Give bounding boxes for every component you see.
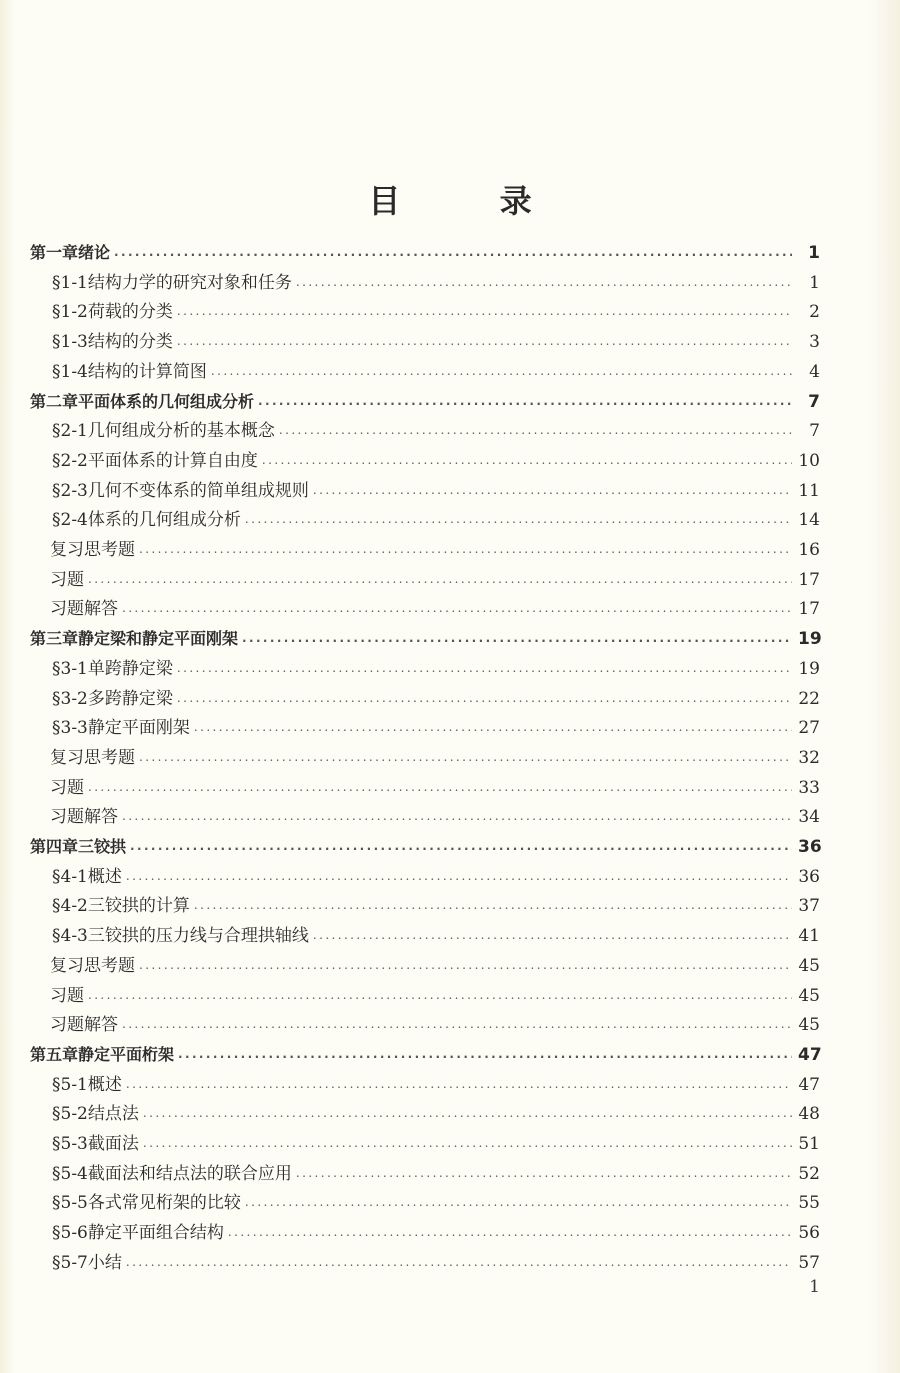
dot-leader	[139, 742, 792, 772]
toc-page-number: 27	[798, 718, 820, 739]
toc-entry-chapter[interactable]	[30, 624, 820, 654]
dot-leader	[122, 801, 792, 831]
dot-leader	[178, 1039, 792, 1069]
toc-page-number: 2	[809, 302, 820, 323]
toc-page-number: 19	[798, 658, 820, 679]
dot-leader	[245, 1187, 792, 1217]
toc-entry-extra[interactable]	[50, 594, 820, 624]
dot-leader	[122, 1009, 792, 1039]
toc-entry-section[interactable]	[52, 1129, 820, 1159]
dot-leader	[177, 683, 792, 713]
section-number: §5-1	[52, 1074, 88, 1095]
toc-entry-section[interactable]	[52, 357, 820, 387]
chapter-number: 第二章	[30, 391, 79, 411]
toc-entry-title: 平面体系的几何组成分析	[78, 391, 255, 411]
toc-page-number: 11	[798, 480, 820, 501]
section-number: §1-1	[52, 272, 88, 293]
toc-page-number: 45	[798, 985, 820, 1006]
dot-leader	[126, 1069, 792, 1099]
toc-entry-section[interactable]	[52, 297, 820, 327]
toc-entry-extra[interactable]	[50, 802, 820, 832]
toc-page-number: 36	[798, 837, 822, 857]
toc-entry-title: 绪论	[78, 243, 111, 262]
section-number: §5-6	[52, 1223, 88, 1244]
dot-leader	[143, 1098, 792, 1128]
dot-leader	[177, 653, 792, 683]
dot-leader	[126, 1247, 792, 1277]
toc-page-number: 17	[798, 599, 820, 620]
toc-entry-section[interactable]	[52, 713, 820, 743]
section-number: §2-2	[52, 450, 88, 471]
toc-entry-section[interactable]	[52, 1099, 820, 1129]
toc-entry-title: 习题解答	[50, 807, 118, 828]
dot-leader	[114, 237, 792, 267]
toc-page-number: 47	[798, 1044, 822, 1065]
section-number: §4-3	[52, 926, 88, 947]
section-number: §3-3	[52, 718, 88, 739]
toc-entry-title: 各式常见桁架的比较	[87, 1193, 241, 1214]
dot-leader	[296, 1158, 792, 1188]
section-number: §3-1	[52, 658, 88, 679]
toc-page-number: 55	[798, 1193, 820, 1214]
toc-page-number: 34	[798, 807, 820, 828]
dot-leader	[122, 593, 792, 623]
toc-entry-title: 静定平面刚架	[87, 718, 190, 739]
dot-leader	[143, 1128, 792, 1158]
toc-entry-extra[interactable]	[50, 565, 820, 595]
toc-entry-section[interactable]	[52, 505, 820, 535]
toc-page-number: 37	[798, 896, 820, 917]
toc-page-number: 36	[798, 866, 820, 887]
toc-entry-section[interactable]	[52, 684, 820, 714]
section-number: §2-3	[52, 480, 88, 501]
toc-entry-section[interactable]	[52, 476, 820, 506]
toc-entry-extra[interactable]	[50, 743, 820, 773]
toc-entry-section[interactable]	[52, 654, 820, 684]
dot-leader	[211, 356, 792, 386]
toc-entry-title: 多跨静定梁	[87, 688, 173, 709]
toc-entry-title: 结构力学的研究对象和任务	[87, 272, 292, 293]
toc-page-number: 48	[798, 1104, 820, 1125]
dot-leader	[279, 415, 792, 445]
toc-page-number: 57	[798, 1252, 820, 1273]
toc-page-number: 1	[808, 243, 820, 263]
dot-leader	[194, 712, 792, 742]
toc-entry-title: 三铰拱	[78, 837, 127, 856]
dot-leader	[194, 890, 792, 920]
section-number: §1-4	[52, 361, 88, 382]
toc-entry-title: 概述	[87, 866, 122, 887]
toc-page-number: 45	[798, 955, 820, 976]
toc-entry-title: 截面法	[87, 1134, 139, 1154]
dot-leader	[296, 267, 792, 297]
section-number: §1-2	[52, 302, 88, 323]
toc-page-number: 16	[798, 540, 820, 560]
chapter-number: 第一章	[30, 243, 79, 262]
toc-entry-title: 体系的几何组成分析	[87, 510, 241, 531]
toc-entry-chapter[interactable]	[30, 238, 820, 268]
toc-entry-title: 单跨静定梁	[87, 658, 173, 679]
toc-entry-title: 习题	[50, 569, 84, 590]
toc-entry-title: 结点法	[87, 1104, 139, 1125]
toc-entry-title: 复习思考题	[50, 955, 135, 976]
toc-page-number: 32	[798, 747, 820, 768]
dot-leader	[313, 920, 792, 950]
toc-entry-title: 概述	[87, 1074, 122, 1095]
section-number: §5-5	[52, 1193, 88, 1214]
toc-entry-title: 截面法和结点法的联合应用	[87, 1163, 292, 1184]
dot-leader	[88, 772, 792, 802]
toc-entry-section[interactable]	[52, 1070, 820, 1100]
toc-entry-title: 结构的分类	[87, 332, 173, 353]
chapter-number: 第四章	[30, 837, 79, 856]
toc-entry-section[interactable]	[52, 862, 820, 892]
toc-page-number: 33	[798, 777, 820, 798]
toc-entry-section[interactable]	[52, 891, 820, 921]
page-title: 目 录	[368, 182, 576, 220]
toc-entry-title: 习题解答	[50, 599, 118, 620]
section-number: §4-1	[52, 866, 88, 887]
toc-entry-title: 复习思考题	[50, 747, 135, 768]
toc-entry-section[interactable]	[52, 446, 820, 476]
chapter-number: 第三章	[30, 629, 79, 649]
toc-entry-section[interactable]	[52, 1159, 820, 1189]
toc-entry-title: 习题解答	[50, 1015, 118, 1036]
toc-entry-section[interactable]	[52, 921, 820, 951]
toc-page-number: 19	[798, 629, 822, 650]
dot-leader	[130, 831, 792, 861]
section-number: §5-3	[52, 1134, 88, 1154]
toc-page-number: 41	[798, 926, 820, 947]
section-number: §5-2	[52, 1104, 88, 1125]
section-number: §4-2	[52, 896, 88, 917]
toc-entry-section[interactable]	[52, 416, 820, 446]
section-number: §3-2	[52, 688, 88, 709]
toc-entry-title: 习题	[50, 985, 84, 1006]
toc-entry-title: 静定梁和静定平面刚架	[78, 629, 239, 649]
dot-leader	[126, 861, 792, 891]
toc-entry-title: 三铰拱的压力线与合理拱轴线	[87, 926, 309, 947]
toc-page-number: 22	[798, 688, 820, 709]
toc-entry-section[interactable]	[52, 327, 820, 357]
dot-leader	[177, 296, 792, 326]
toc-entry-title: 习题	[50, 777, 84, 798]
dot-leader	[228, 1217, 792, 1247]
toc-page-number: 10	[798, 450, 820, 471]
toc-entry-chapter[interactable]	[30, 387, 820, 417]
toc-page-number: 52	[798, 1163, 820, 1184]
toc-entry-title: 三铰拱的计算	[87, 896, 190, 917]
toc-entry-extra[interactable]	[50, 535, 820, 565]
section-number: §5-4	[52, 1163, 88, 1184]
toc-entry-title: 小结	[87, 1252, 122, 1273]
toc-entry-section[interactable]	[52, 1188, 820, 1218]
toc-entry-section[interactable]	[52, 1248, 820, 1278]
toc-entry-title: 几何组成分析的基本概念	[87, 421, 275, 442]
toc-page-number: 45	[798, 1015, 820, 1036]
toc-page-number: 47	[798, 1074, 820, 1095]
toc-page-number: 56	[798, 1223, 820, 1244]
dot-leader	[88, 564, 792, 594]
toc-page-number: 4	[809, 361, 820, 382]
toc-entry-chapter[interactable]	[30, 832, 820, 862]
toc-page-number: 51	[798, 1134, 820, 1154]
toc-entry-title: 复习思考题	[50, 540, 135, 560]
toc-entry-title: 静定平面组合结构	[87, 1223, 224, 1244]
toc-page-number: 3	[809, 332, 820, 353]
dot-leader	[262, 445, 792, 475]
toc-entry-title: 平面体系的计算自由度	[87, 450, 258, 471]
toc-entry-chapter[interactable]	[30, 1040, 820, 1070]
dot-leader	[139, 534, 792, 564]
toc-page-number: 14	[798, 510, 820, 531]
dot-leader	[313, 475, 792, 505]
toc-page-number: 17	[798, 569, 820, 590]
toc-entry-extra[interactable]	[50, 981, 820, 1011]
toc-page-number: 7	[808, 391, 820, 412]
dot-leader	[139, 950, 792, 980]
dot-leader	[245, 504, 792, 534]
section-number: §5-7	[52, 1252, 88, 1273]
toc-entry-extra[interactable]	[50, 951, 820, 981]
dot-leader	[242, 623, 792, 653]
chapter-number: 第五章	[30, 1044, 79, 1064]
toc-entry-title: 荷载的分类	[87, 302, 173, 323]
section-number: §2-1	[52, 421, 88, 442]
dot-leader	[177, 326, 792, 356]
toc-entry-extra[interactable]	[50, 773, 820, 803]
toc-entry-section[interactable]	[52, 1218, 820, 1248]
dot-leader	[258, 386, 792, 416]
toc-page-number: 7	[809, 421, 820, 442]
toc-entry-extra[interactable]	[50, 1010, 820, 1040]
toc-entry-section[interactable]	[52, 268, 820, 298]
toc-entry-title: 静定平面桁架	[78, 1044, 175, 1064]
dot-leader	[88, 980, 792, 1010]
toc-entry-title: 结构的计算简图	[87, 361, 207, 382]
toc-entry-title: 几何不变体系的简单组成规则	[87, 480, 309, 501]
footer-page-number: 1	[809, 1277, 820, 1297]
section-number: §2-4	[52, 510, 88, 531]
section-number: §1-3	[52, 332, 88, 353]
toc-page-number: 1	[809, 272, 820, 293]
